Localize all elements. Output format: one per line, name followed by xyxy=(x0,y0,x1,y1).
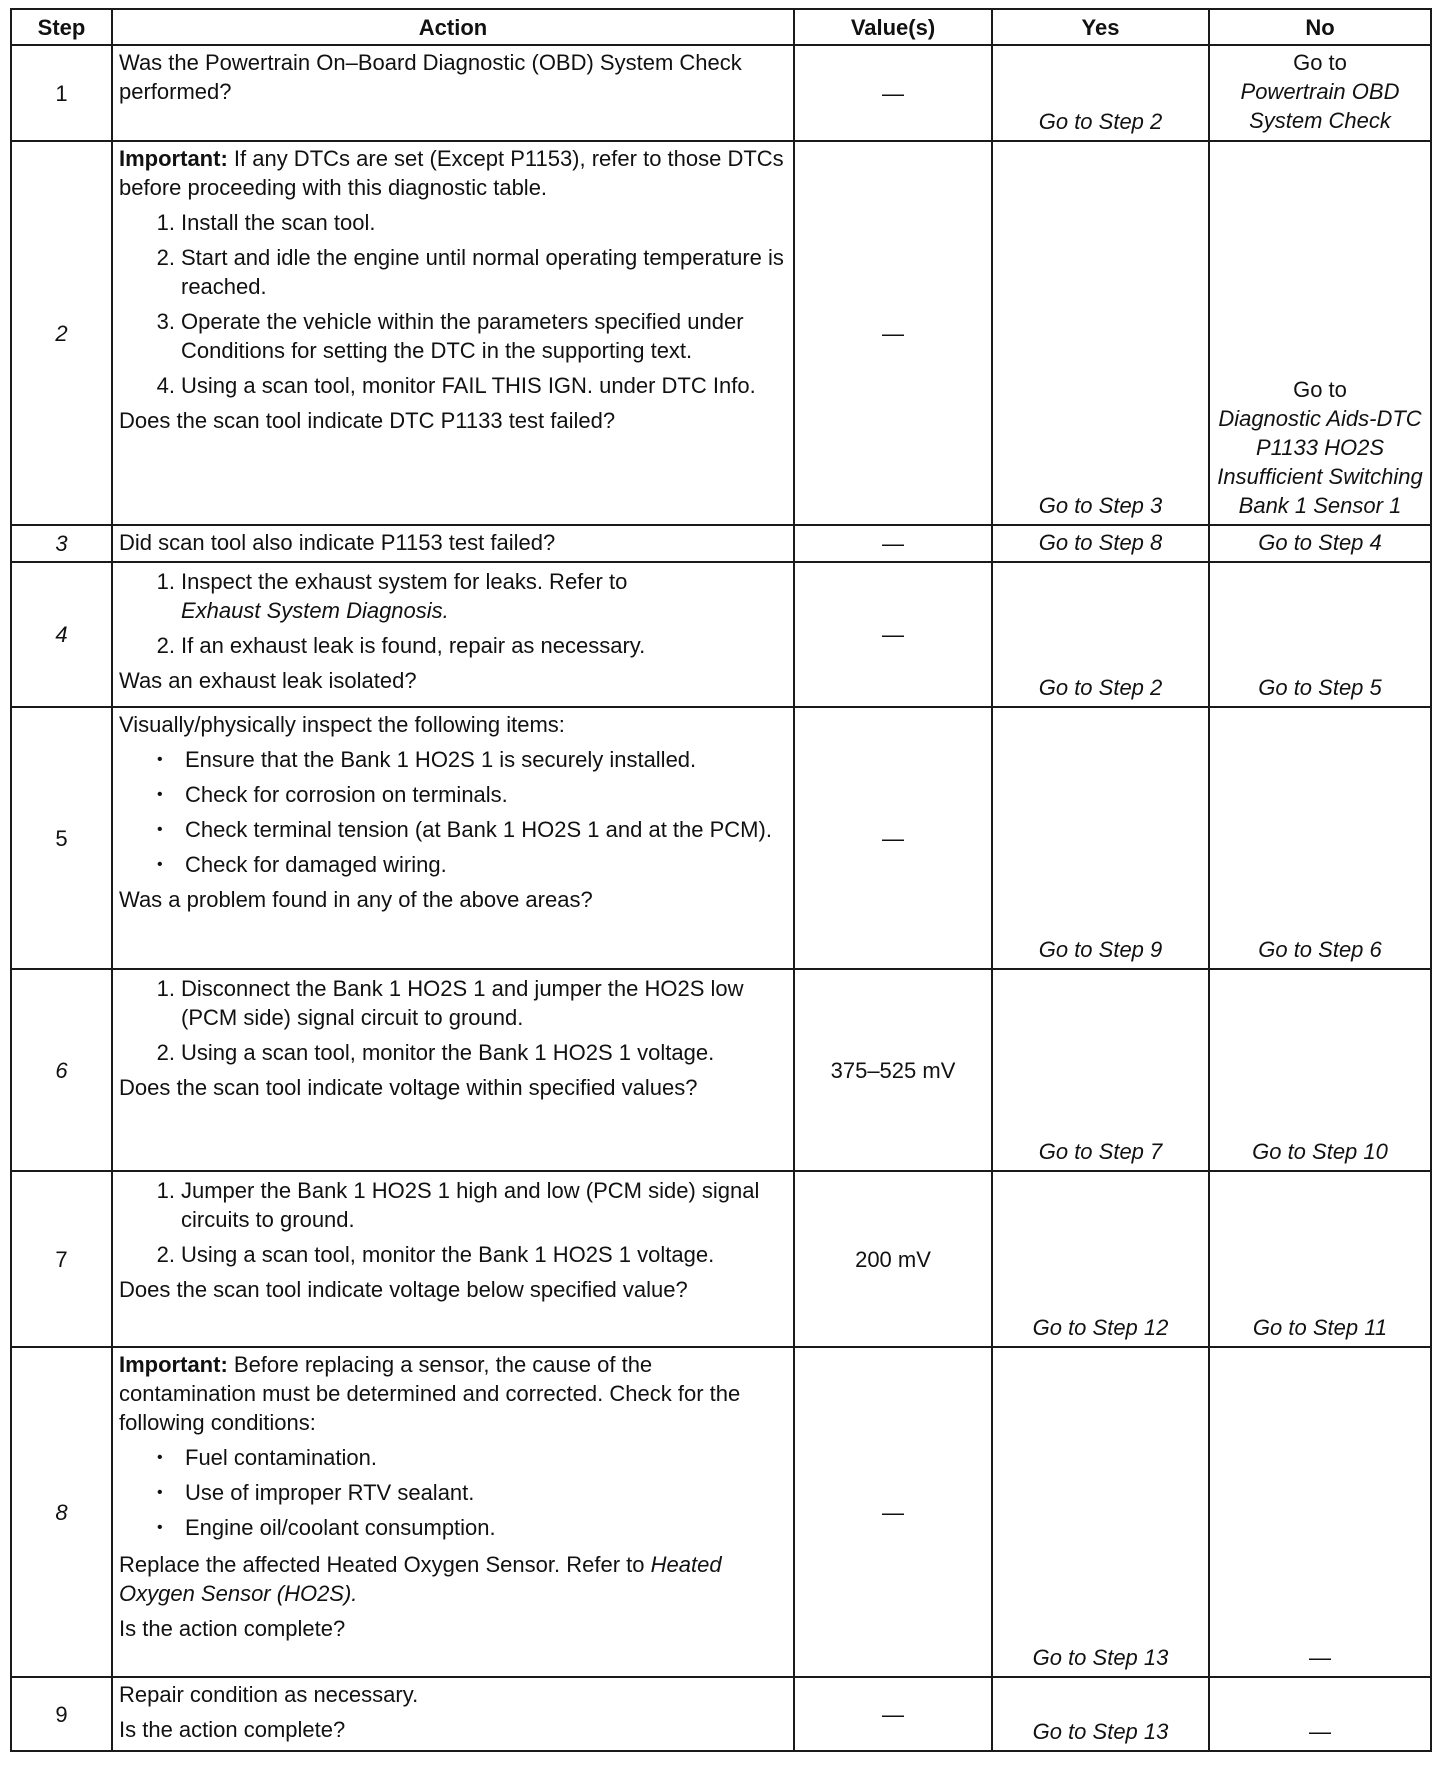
no-cell: — xyxy=(1209,1677,1431,1751)
action-cell xyxy=(112,45,794,141)
action-text: Repair condition as necessary. xyxy=(119,1682,419,1707)
table-row-step-3 xyxy=(11,525,1431,562)
important-label: Important: xyxy=(119,146,228,171)
no-cell xyxy=(1209,45,1431,141)
no-goto-ref: Diagnostic Aids-DTC P1133 HO2S Insufficient Switching Bank 1 Sensor 1 xyxy=(1217,406,1423,518)
step-number: 7 xyxy=(11,1171,112,1347)
header-no: No xyxy=(1209,9,1431,45)
action-question: Is the action complete? xyxy=(119,1717,346,1742)
action-question: Does the scan tool indicate DTC P1133 test failed? xyxy=(119,408,616,433)
table-row-step-1 xyxy=(11,45,1431,141)
list-item: • Use of improper RTV sealant. xyxy=(157,1480,475,1505)
action-cell xyxy=(112,1347,794,1677)
action-question: Does the scan tool indicate voltage within specified values? xyxy=(119,1075,698,1100)
step-number: 1 xyxy=(11,45,112,141)
no-goto-label: Go to xyxy=(1293,377,1347,402)
action-cell xyxy=(112,562,794,707)
table-row-step-9 xyxy=(11,1677,1431,1751)
no-cell: Go to Step 6 xyxy=(1209,707,1431,969)
no-cell: Go to Step 5 xyxy=(1209,562,1431,707)
step-number: 5 xyxy=(11,707,112,969)
value-cell: 375–525 mV xyxy=(794,969,992,1171)
action-intro: Visually/physically inspect the following items: xyxy=(119,712,565,737)
procedure-list xyxy=(119,974,789,1067)
list-item: 1. Jumper the Bank 1 HO2S 1 high and low (PCM side) signal circuits to ground. xyxy=(156,1178,760,1232)
step-number: 8 xyxy=(11,1347,112,1677)
inspection-list xyxy=(119,745,789,879)
header-row xyxy=(11,9,1431,45)
diagnostic-table xyxy=(10,8,1432,1752)
action-cell xyxy=(112,1171,794,1347)
value-cell: — xyxy=(794,1677,992,1751)
header-yes: Yes xyxy=(992,9,1209,45)
no-goto-ref: Powertrain OBD System Check xyxy=(1240,79,1400,133)
list-item: • Check for corrosion on terminals. xyxy=(157,782,508,807)
no-cell: — xyxy=(1209,1347,1431,1677)
yes-cell: Go to Step 2 xyxy=(992,562,1209,707)
list-item: • Check terminal tension (at Bank 1 HO2S 1 and at the PCM). xyxy=(157,817,772,842)
step-number: 3 xyxy=(11,525,112,562)
value-cell: — xyxy=(794,141,992,525)
list-item: • Check for damaged wiring. xyxy=(157,852,447,877)
action-cell xyxy=(112,969,794,1171)
step-number: 4 xyxy=(11,562,112,707)
value-cell: — xyxy=(794,45,992,141)
important-text: If any DTCs are set (Except P1153), refer to those DTCs before proceeding with this diagnostic table. xyxy=(119,146,784,200)
list-item: • Engine oil/coolant consumption. xyxy=(157,1515,496,1540)
procedure-list xyxy=(119,208,789,400)
list-item: 2. If an exhaust leak is found, repair as necessary. xyxy=(156,633,646,658)
action-question: Was an exhaust leak isolated? xyxy=(119,668,417,693)
replace-instruction: Replace the affected Heated Oxygen Sensor. Refer to Heated Oxygen Sensor (HO2S). xyxy=(119,1552,722,1606)
procedure-list xyxy=(119,1176,789,1269)
no-goto-label: Go to xyxy=(1293,50,1347,75)
important-note xyxy=(119,1350,789,1437)
action-cell xyxy=(112,707,794,969)
value-cell: — xyxy=(794,707,992,969)
yes-cell: Go to Step 7 xyxy=(992,969,1209,1171)
reference-link-text: Heated Oxygen Sensor (HO2S). xyxy=(119,1552,722,1606)
yes-cell: Go to Step 9 xyxy=(992,707,1209,969)
list-item: 4. Using a scan tool, monitor FAIL THIS IGN. under DTC Info. xyxy=(156,373,756,398)
conditions-list xyxy=(119,1443,789,1542)
list-item: 3. Operate the vehicle within the parameters specified under Conditions for setting the DTC in the supporting text. xyxy=(156,309,744,363)
value-cell: — xyxy=(794,525,992,562)
action-question: Was the Powertrain On–Board Diagnostic (OBD) System Check performed? xyxy=(119,50,742,104)
action-cell xyxy=(112,525,794,562)
action-question: Does the scan tool indicate voltage below specified value? xyxy=(119,1277,688,1302)
diagnostic-table-page xyxy=(10,8,1430,1760)
table-row-step-5 xyxy=(11,707,1431,969)
reference-link-text: Exhaust System Diagnosis. xyxy=(181,598,449,623)
no-cell xyxy=(1209,141,1431,525)
list-item: 2. Start and idle the engine until normal operating temperature is reached. xyxy=(156,245,784,299)
list-item: 1. Inspect the exhaust system for leaks. Refer to Exhaust System Diagnosis. xyxy=(156,569,628,623)
yes-cell: Go to Step 13 xyxy=(992,1347,1209,1677)
value-cell: 200 mV xyxy=(794,1171,992,1347)
list-item: • Fuel contamination. xyxy=(157,1445,377,1470)
header-action: Action xyxy=(112,9,794,45)
list-item: 1. Disconnect the Bank 1 HO2S 1 and jumper the HO2S low (PCM side) signal circuit to ground. xyxy=(156,976,744,1030)
important-text: Before replacing a sensor, the cause of the contamination must be determined and corrected. Check for the following conditions: xyxy=(119,1352,741,1435)
value-cell: — xyxy=(794,562,992,707)
table-row-step-8 xyxy=(11,1347,1431,1677)
table-row-step-7 xyxy=(11,1171,1431,1347)
yes-cell: Go to Step 12 xyxy=(992,1171,1209,1347)
important-note xyxy=(119,144,789,202)
list-item: 2. Using a scan tool, monitor the Bank 1 HO2S 1 voltage. xyxy=(156,1040,715,1065)
table-row-step-6 xyxy=(11,969,1431,1171)
action-question: Was a problem found in any of the above areas? xyxy=(119,887,593,912)
yes-cell: Go to Step 3 xyxy=(992,141,1209,525)
action-cell xyxy=(112,141,794,525)
value-cell: — xyxy=(794,1347,992,1677)
step-number: 9 xyxy=(11,1677,112,1751)
list-item: 1. Install the scan tool. xyxy=(156,210,376,235)
step-number: 2 xyxy=(11,141,112,525)
list-item: • Ensure that the Bank 1 HO2S 1 is securely installed. xyxy=(157,747,697,772)
step-number: 6 xyxy=(11,969,112,1171)
yes-cell: Go to Step 8 xyxy=(992,525,1209,562)
header-step: Step xyxy=(11,9,112,45)
header-values: Value(s) xyxy=(794,9,992,45)
no-cell: Go to Step 10 xyxy=(1209,969,1431,1171)
action-question: Did scan tool also indicate P1153 test failed? xyxy=(119,530,556,555)
procedure-list xyxy=(119,567,789,660)
action-cell xyxy=(112,1677,794,1751)
yes-cell: Go to Step 13 xyxy=(992,1677,1209,1751)
list-item: 2. Using a scan tool, monitor the Bank 1 HO2S 1 voltage. xyxy=(156,1242,715,1267)
table-row-step-2 xyxy=(11,141,1431,525)
action-question: Is the action complete? xyxy=(119,1616,346,1641)
no-cell: Go to Step 4 xyxy=(1209,525,1431,562)
yes-cell: Go to Step 2 xyxy=(992,45,1209,141)
important-label: Important: xyxy=(119,1352,228,1377)
no-cell: Go to Step 11 xyxy=(1209,1171,1431,1347)
table-row-step-4 xyxy=(11,562,1431,707)
